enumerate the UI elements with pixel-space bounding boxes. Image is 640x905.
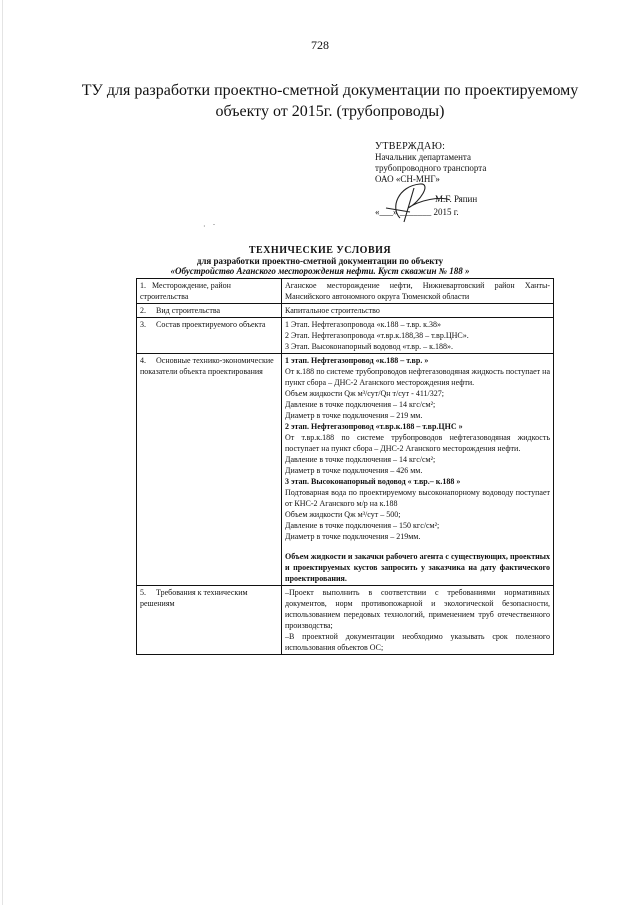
row-value-cell [282,586,554,655]
row-value-cell [282,318,554,354]
stage3-title: 3 этап. Высоконапорный водовод « т.вр.– к.188 » [285,477,461,486]
row-value-line: –Проект выполнить в соответствии с требованиями нормативных документов, норм противопожарной и экологической безопасности, использованием передовых технологий, применением труб отечественного производства; [285,588,550,630]
row-label-cell [137,354,282,586]
approval-position-line1: Начальник департамента [375,152,471,162]
stage1-diameter: Диаметр в точке подключения – 219 мм. [285,411,423,420]
row-label-cell [137,586,282,655]
handwritten-signature-icon [380,178,470,228]
row-value-line: 2 Этап. Нефтегазопровода «т.вр.к.188,38 – т.вр.ЦНС». [285,331,469,340]
row-label: Основные технико-экономические показатели объекта проектирования [140,356,274,376]
spec-header [110,246,530,276]
approval-signatory: М.Г. Ряпин [435,194,478,204]
row-label: Вид строительства [156,306,221,315]
approval-position-line2: трубопроводного транспорта [375,163,487,173]
table-row [137,304,554,318]
row-number: 4. [140,356,146,365]
document-title-line1: ТУ для разработки проектно-сметной документации по проектируемому [81,82,579,99]
row-label: Месторождение, район строительства [140,281,231,301]
table-row [137,586,554,655]
row-value-line: –В проектной документации необходимо указывать срок полезного использования объектов ОС; [285,632,550,652]
approval-company: ОАО «СН-МНГ» [375,174,440,184]
row-label: Состав проектируемого объекта [156,320,266,329]
spec-object-name: «Обустройство Аганского месторождения нефти. Куст скважин № 188 » [170,266,470,276]
row-label: Требования к техническим решениям [140,588,248,608]
row-value-cell [282,279,554,304]
row-number: 3. [140,320,146,329]
row-value-cell [282,304,554,318]
row-value-cell [282,354,554,586]
scan-speck: · [203,222,206,231]
stage2-diameter: Диаметр в точке подключения – 426 мм. [285,466,423,475]
stage1-title: 1 этап. Нефтегазопровод «к.188 – т.вр. » [285,356,429,365]
approval-heading: УТВЕРЖДАЮ: [375,141,446,152]
document-title-line2: объекту от 2015г. (трубопроводы) [215,103,445,120]
fluid-volume-note: Объем жидкости и закачки рабочего агента с существующих, проектных и проектируемых кустов запросить у заказчика на дату фактического проектирования. [285,552,550,583]
stage1-volume: Объем жидкости Qж м³/сут/Qн т/сут - 411/327; [285,389,444,398]
row-number: 5. [140,588,146,597]
stage1-text: От к.188 по системе трубопроводов нефтегазоводяная жидкость поступает на пункт сбора – ДНС-2 Аганского месторождения нефти. [285,367,550,387]
row-number: 2. [140,306,146,315]
stage2-text: От т.вр.к.188 по системе трубопроводов нефтегазоводяная жидкость поступает на пункт сбора – ДНС-2 Аганского месторождения нефти. [285,433,550,453]
stage3-text: Подтоварная вода по проектируемому высоконапорному водоводу поступает от КНС-2 Аганского м/р на к.188 [285,488,550,508]
table-row [137,279,554,304]
approval-date: «___» _______ 2015 г. [375,207,459,217]
scan-speck: . [213,218,215,227]
table-row [137,318,554,354]
spec-subheading: для разработки проектно-сметной документации по объекту [196,256,444,266]
stage3-volume: Объем жидкости Qж м³/сут – 500; [285,510,401,519]
row-label-cell [137,318,282,354]
row-value-line: Капитальное строительство [285,306,380,315]
document-title [70,80,590,122]
specification-table [136,278,554,655]
stage1-pressure: Давление в точке подключения – 14 кгс/см²; [285,400,436,409]
stage3-pressure: Давление в точке подключения – 150 кгс/см²; [285,521,440,530]
row-label-cell [137,279,282,304]
table-row [137,354,554,586]
spacer [285,542,550,551]
spec-heading: ТЕХНИЧЕСКИЕ УСЛОВИЯ [248,245,392,256]
scan-margin-line [2,0,3,905]
row-label-cell [137,304,282,318]
row-value-line: 3 Этап. Высоконапорный водовод «т.вр. – к.188». [285,342,453,351]
row-number: 1. [140,281,146,290]
stage2-pressure: Давление в точке подключения – 14 кгс/см²; [285,455,436,464]
row-value-line: Аганское месторождение нефти, Нижневартовский район Ханты-Мансийского автономного округа Тюменской области [285,281,550,301]
row-value-line: 1 Этап. Нефтегазопровода «к.188 – т.вр. к.38» [285,320,442,329]
stage3-diameter: Диаметр в точке подключения – 219мм. [285,532,421,541]
stage2-title: 2 этап. Нефтегазопровод «т.вр.к.188 – т.вр.ЦНС » [285,422,463,431]
page-number: 728 [311,38,329,52]
